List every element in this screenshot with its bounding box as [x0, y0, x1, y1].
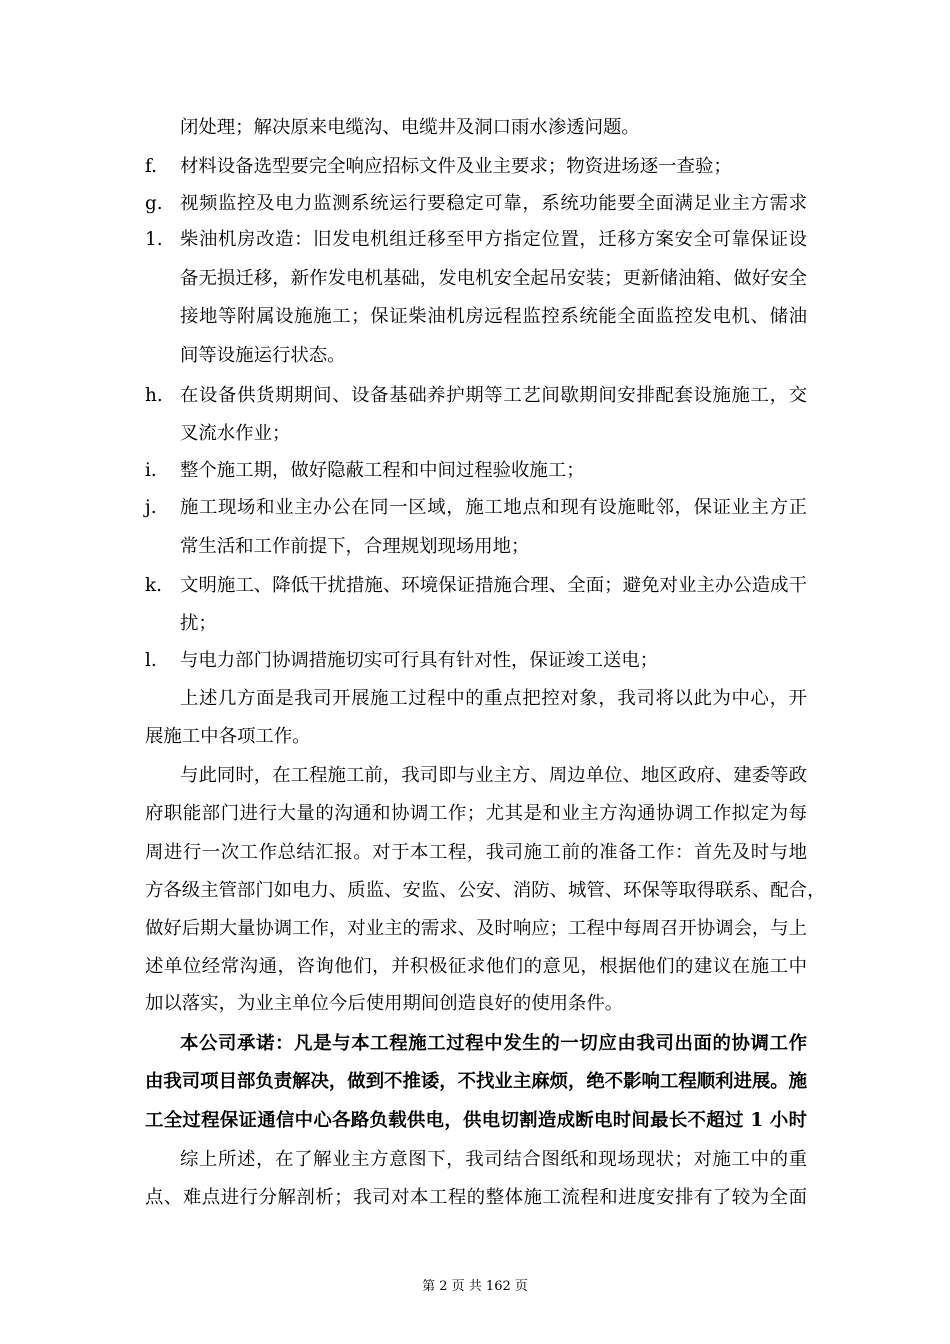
list-marker: 1.: [145, 229, 163, 250]
line-text: 加以落实，为业主单位今后使用期间创造良好的使用条件。: [145, 993, 624, 1014]
line-text: 与电力部门协调措施切实可行具有针对性，保证竣工送电；: [180, 650, 659, 671]
list-marker: k.: [145, 575, 162, 596]
line-text: 视频监控及电力监测系统运行要稳定可靠，系统功能要全面满足业主方需求: [180, 193, 807, 214]
line-text: 方各级主管部门如电力、质监、安监、公安、消防、城管、环保等取得联系、配合，: [145, 880, 826, 901]
page-footer: 第 2 页 共 162 页: [422, 1279, 528, 1294]
line-text: 做好后期大量协调工作，对业主的需求、及时响应；工程中每周召开协调会，与上: [145, 918, 808, 939]
line-text: 文明施工、降低干扰措施、环境保证措施合理、全面；避免对业主办公造成干: [180, 575, 807, 596]
line-text: 本公司承诺：凡是与本工程施工过程中发生的一切应由我司出面的协调工作: [180, 1033, 807, 1054]
list-marker: h.: [145, 385, 163, 406]
line-text: 施工现场和业主办公在同一区域，施工地点和现有设施毗邻，保证业主方正: [180, 497, 807, 518]
line-text: 述单位经常沟通，咨询他们，并积极征求他们的意见，根据他们的建议在施工中: [145, 956, 807, 977]
line-text: 接地等附属设施施工；保证柴油机房远程监控系统能全面监控发电机、储油: [180, 306, 807, 327]
line-text: 常生活和工作前提下，合理规划现场用地；: [180, 536, 530, 557]
line-text: 叉流水作业；: [180, 423, 291, 444]
line-text: 整个施工期，做好隐蔽工程和中间过程验收施工；: [180, 460, 585, 481]
line-text: 由我司项目部负责解决，做到不推诿，不找业主麻烦，绝不影响工程顺利进展。施: [145, 1071, 808, 1092]
line-text: 府职能部门进行大量的沟通和协调工作；尤其是和业主方沟通协调工作拟定为每: [145, 803, 807, 824]
line-text: 点、难点进行分解剖析；我司对本工程的整体施工流程和进度安排有了较为全面: [145, 1187, 807, 1208]
list-marker: f.: [145, 156, 157, 177]
line-text: 工全过程保证通信中心各路负载供电，供电切割造成断电时间最长不超过 1 小时: [145, 1110, 807, 1131]
line-text: 扰；: [180, 613, 217, 634]
line-text: 上述几方面是我司开展施工过程中的重点把控对象，我司将以此为中心，开: [180, 688, 807, 709]
line-text: 间等设施运行状态。: [180, 345, 346, 366]
line-text: 在设备供货期期间、设备基础养护期等工艺间歇期间安排配套设施施工，交: [180, 385, 807, 406]
list-marker: i.: [145, 460, 157, 481]
list-marker: j.: [145, 497, 157, 518]
line-text: 闭处理；解决原来电缆沟、电缆井及洞口雨水渗透问题。: [180, 117, 640, 138]
line-text: 周进行一次工作总结汇报。对于本工程，我司施工前的准备工作：首先及时与地: [145, 842, 807, 863]
line-text: 综上所述，在了解业主方意图下，我司结合图纸和现场现状；对施工中的重: [180, 1149, 807, 1170]
line-text: 柴油机房改造：旧发电机组迁移至甲方指定位置，迁移方案安全可靠保证设: [180, 229, 807, 250]
line-text: 展施工中各项工作。: [145, 726, 311, 747]
list-marker: l.: [145, 650, 157, 671]
line-text: 材料设备选型要完全响应招标文件及业主要求；物资进场逐一查验；: [180, 156, 732, 177]
line-text: 与此同时，在工程施工前，我司即与业主方、周边单位、地区政府、建委等政: [180, 765, 807, 786]
line-text: 备无损迁移，新作发电机基础，发电机安全起吊安装；更新储油箱、做好安全: [180, 268, 807, 289]
list-marker: g.: [145, 193, 163, 214]
